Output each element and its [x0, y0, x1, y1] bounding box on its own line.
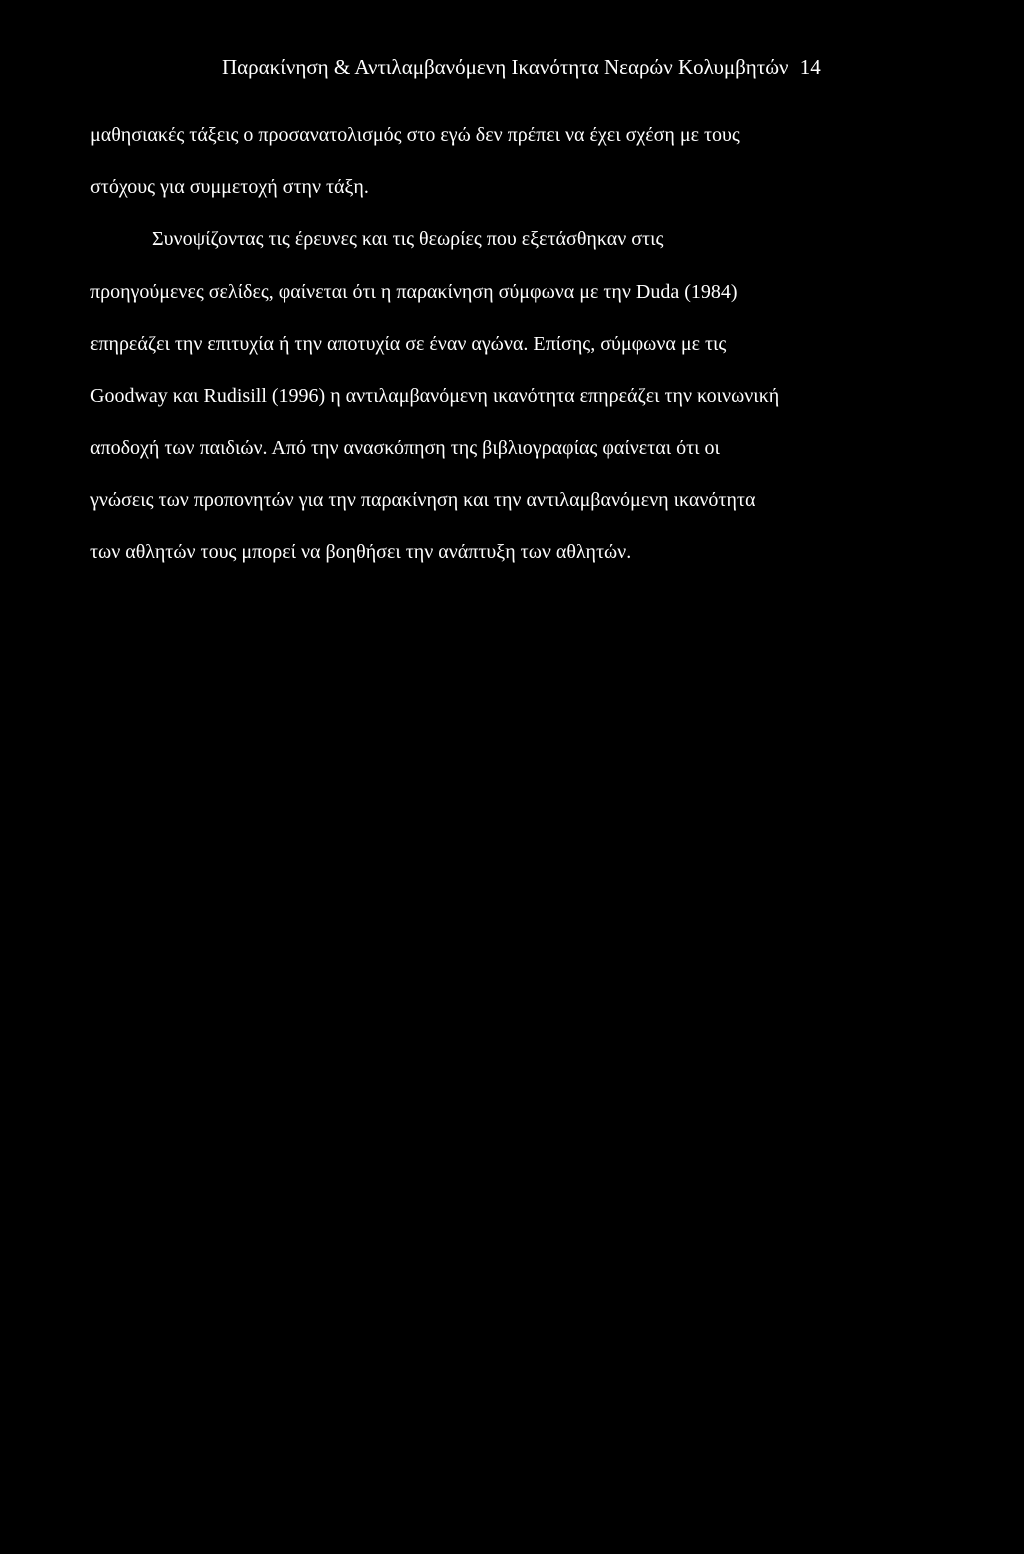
page-number: 14: [799, 55, 821, 79]
text-line: προηγούμενες σελίδες, φαίνεται ότι η παρακίνηση σύμφωνα με την Duda (1984): [90, 281, 738, 303]
text-line: γνώσεις των προπονητών για την παρακίνηση και την αντιλαμβανόμενη ικανότητα: [90, 489, 756, 511]
running-head-title: Παρακίνηση & Αντιλαμβανόμενη Ικανότητα Νεαρών Κολυμβητών: [222, 55, 789, 79]
text-line: μαθησιακές τάξεις ο προσανατολισμός στο εγώ δεν πρέπει να έχει σχέση με τους: [90, 124, 740, 146]
text-line: στόχους για συμμετοχή στην τάξη.: [90, 176, 369, 198]
text-line: των αθλητών τους μπορεί να βοηθήσει την ανάπτυξη των αθλητών.: [90, 541, 632, 563]
running-head: [222, 54, 862, 80]
text-line: αποδοχή των παιδιών. Από την ανασκόπηση της βιβλιογραφίας φαίνεται ότι οι: [90, 437, 720, 459]
text-line: επηρεάζει την επιτυχία ή την αποτυχία σε έναν αγώνα. Επίσης, σύμφωνα με τις: [90, 333, 727, 355]
paragraph-first-line: Συνοψίζοντας τις έρευνες και τις θεωρίες που εξετάσθηκαν στις: [152, 228, 664, 250]
text-line: Goodway και Rudisill (1996) η αντιλαμβανόμενη ικανότητα επηρεάζει την κοινωνική: [90, 385, 780, 407]
